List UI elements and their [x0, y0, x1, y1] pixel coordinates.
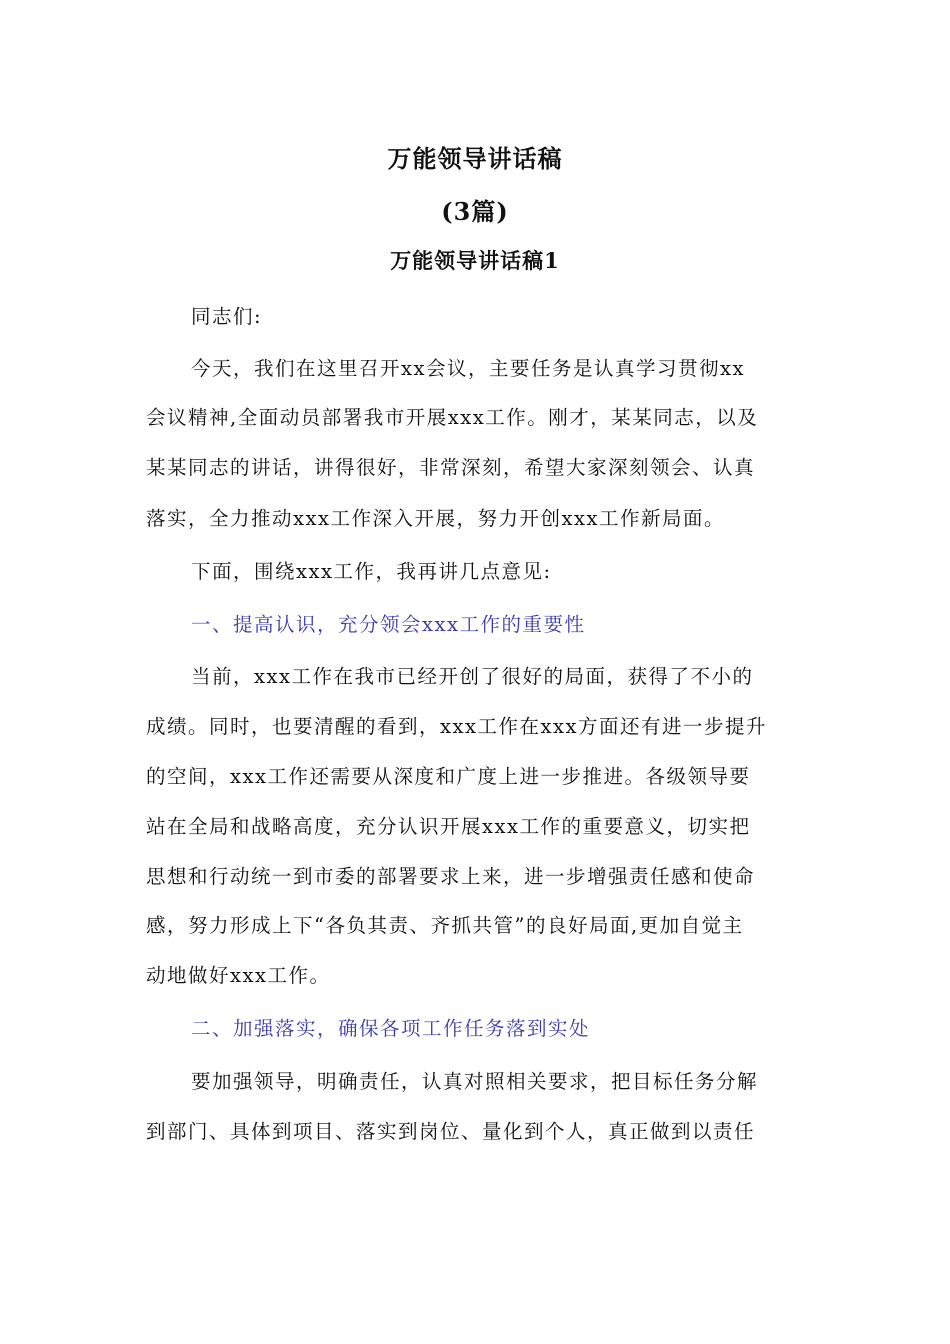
section-heading: 一、提高认识，充分领会xxx工作的重要性 — [191, 613, 586, 636]
paragraph-line: 会议精神,全面动员部署我市开展xxx工作。刚才，某某同志，以及 — [146, 406, 759, 429]
document-subtitle: (3篇) — [441, 197, 509, 226]
paragraph-line: 要加强领导，明确责任，认真对照相关要求，把目标任务分解 — [191, 1070, 759, 1093]
salutation: 同志们: — [191, 305, 263, 328]
paragraph-line: 成绩。同时，也要清醒的看到，xxx工作在xxx方面还有进一步提升 — [146, 715, 767, 738]
paragraph-line: 感，努力形成上下“各负其责、齐抓共管”的良好局面,更加自觉主 — [146, 914, 744, 937]
paragraph-line: 思想和行动统一到市委的部署要求上来，进一步增强责任感和使命 — [146, 865, 756, 888]
paragraph-line: 当前，xxx工作在我市已经开创了很好的局面，获得了不小的 — [191, 665, 754, 688]
section-heading: 二、加强落实，确保各项工作任务落到实处 — [191, 1017, 591, 1040]
document-title: 万能领导讲话稿 — [387, 144, 563, 173]
paragraph-line: 下面，围绕xxx工作，我再讲几点意见: — [191, 560, 552, 583]
paragraph-line: 的空间，xxx工作还需要从深度和广度上进一步推进。各级领导要 — [146, 765, 751, 788]
paragraph-line: 某某同志的讲话，讲得很好，非常深刻，希望大家深刻领会、认真 — [146, 456, 756, 479]
paragraph-line: 今天，我们在这里召开xx会议，主要任务是认真学习贯彻xx — [191, 357, 745, 380]
paragraph-line: 站在全局和战略高度，充分认识开展xxx工作的重要意义，切实把 — [146, 815, 751, 838]
paragraph-line: 动地做好xxx工作。 — [146, 964, 331, 987]
paragraph-line: 落实，全力推动xxx工作深入开展，努力开创xxx工作新局面。 — [146, 507, 725, 530]
section-title: 万能领导讲话稿1 — [390, 248, 560, 273]
paragraph-line: 到部门、具体到项目、落实到岗位、量化到个人，真正做到以责任 — [146, 1120, 756, 1143]
